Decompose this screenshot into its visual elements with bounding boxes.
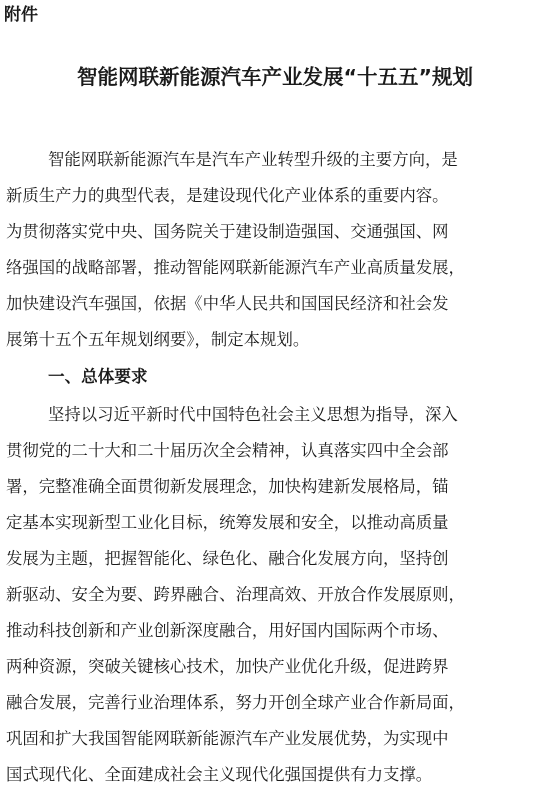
attachment-label: 附件 [4,5,38,25]
intro-line: 加快建设汽车强国，依据《中华人民共和国国民经济和社会发 [6,294,449,313]
section1-line: 署，完整准确全面贯彻新发展理念，加快构建新发展格局，锚 [6,477,449,496]
section1-line: 定基本实现新型工业化目标，统筹发展和安全，以推动高质量 [6,513,449,532]
intro-line: 智能网联新能源汽车是汽车产业转型升级的主要方向，是 [48,150,458,169]
intro-line: 络强国的战略部署，推动智能网联新能源汽车产业高质量发展， [6,258,465,277]
section1-line: 发展为主题，把握智能化、绿色化、融合化发展方向，坚持创 [6,549,449,568]
intro-line: 新质生产力的典型代表，是建设现代化产业体系的重要内容。 [6,186,449,205]
section1-line: 新驱动、安全为要、跨界融合、治理高效、开放合作发展原则， [6,585,465,604]
section1-line: 国式现代化、全面建成社会主义现代化强国提供有力支撑。 [6,765,433,784]
section1-line: 推动科技创新和产业创新深度融合，用好国内国际两个市场、 [6,621,449,640]
section1-line: 融合发展，完善行业治理体系，努力开创全球产业合作新局面， [6,693,465,712]
section1-line: 两种资源，突破关键核心技术，加快产业优化升级，促进跨界 [6,657,449,676]
document-title: 智能网联新能源汽车产业发展“十五五”规划 [77,65,473,89]
section1-line: 坚持以习近平新时代中国特色社会主义思想为指导，深入 [48,405,458,424]
intro-line: 为贯彻落实党中央、国务院关于建设制造强国、交通强国、网 [6,222,449,241]
intro-line: 展第十五个五年规划纲要》，制定本规划。 [6,330,310,349]
section1-line: 巩固和扩大我国智能网联新能源汽车产业发展优势，为实现中 [6,729,449,748]
section-heading-general-requirements: 一、总体要求 [48,367,148,386]
section1-line: 贯彻党的二十大和二十届历次全会精神，认真落实四中全会部 [6,441,449,460]
